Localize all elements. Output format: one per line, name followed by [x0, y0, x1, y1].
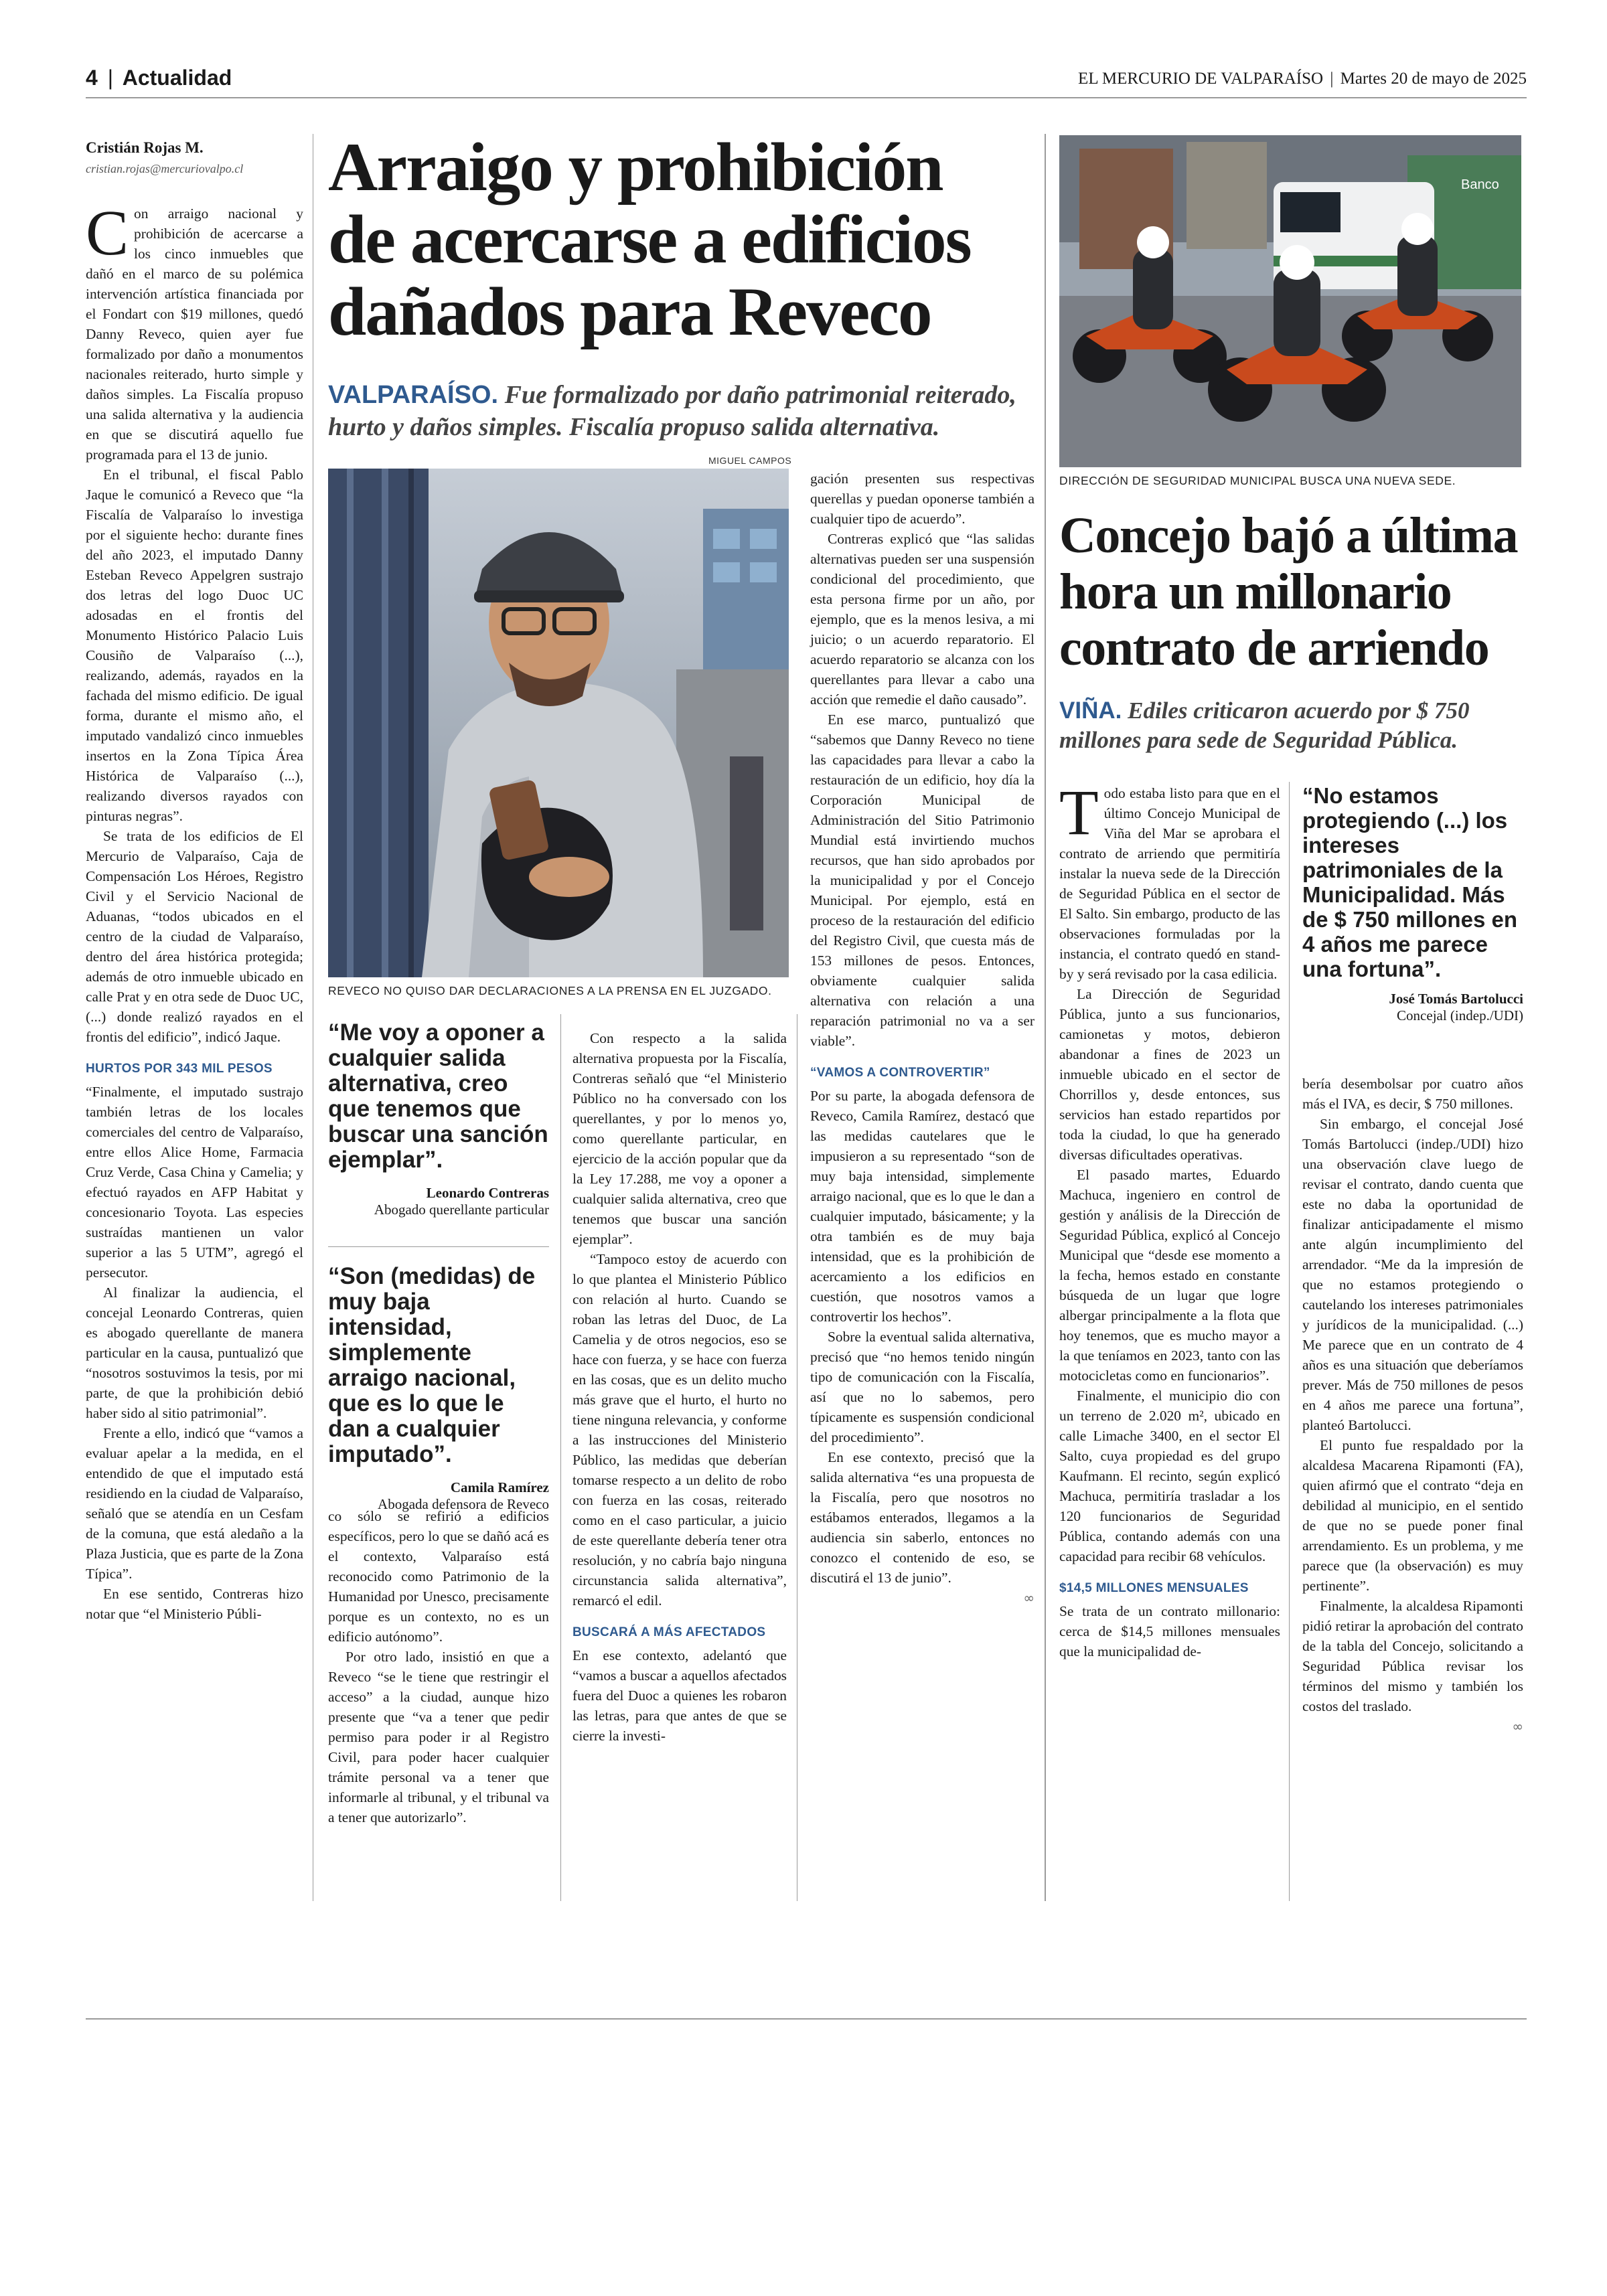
quote-text: “Me voy a oponer a cualquier salida alternativa, creo que tenemos que buscar una sanción ejemplar”.: [328, 1019, 548, 1173]
quote-name: Camila Ramírez: [450, 1479, 549, 1495]
article2-kicker: [1059, 696, 1528, 755]
quote-role: Abogado querellante particular: [374, 1202, 549, 1218]
article2-column-1: Todo estaba listo para que en el último Concejo Municipal de Viña del Mar se aprobara el contrato de arriendo que permitiría instalar la nueva sede de la Dirección de Seguridad Pública en el sector de El Salto. Sin embargo, producto de las observaciones formuladas por la instancia, el contrato quedó en stand-by y será revisado por la casa edilicia. La Dirección de Seguridad Pública, junto a sus funcionarios, camionetas y motos, debieron abandonar a fines de 2023 un inmueble ubicado en el sector de Chorrillos y, desde entonces, sus servicios han estado repartidos por toda la ciudad, lo que ha generado diversas dificultades operativas. El pasado martes, Eduardo Machuca, ingeniero en control de gestión y análisis de la Dirección de Seguridad Pública, explicó al Concejo Municipal que “desde ese momento a la fecha, hemos estado en constante búsqueda de un lugar que logre albergar principalmente a la flota que hoy tenemos, que es mucho mayor a la que teníamos en 2023, tanto con las motocicletas como en funcionarios”. Finalmente, el municipio dio con un terreno de 2.020 m², ubicado en calle Limache 3400, en el sector El Salto, cuya propiedad es del grupo Kaufmann. El recinto, según explicó Machuca, permitiría trasladar a los 120 funcionarios de Seguridad Pública, contando además con una capacidad para recibir 68 vehículos. $14,5 MILLONES MENSUALES Se trata de un contrato millonario: cerca de $14,5 millones mensuales que la municipalidad de-: [1059, 776, 1280, 1659]
kicker-place: VIÑA.: [1059, 698, 1122, 724]
author-email: cristian.rojas@mercuriovalpo.cl: [86, 162, 244, 175]
pull-quote-ramirez: [328, 1264, 549, 1513]
subheading: BUSCARÁ A MÁS AFECTADOS: [572, 1625, 766, 1639]
subheading: “VAMOS A CONTROVERTIR”: [810, 1066, 990, 1080]
section-name: Actualidad: [122, 66, 232, 90]
page-number: 4: [86, 66, 98, 90]
article1-headline: Arraigo y prohibición de acercarse a edificios dañados para Reveco: [328, 129, 971, 350]
pull-quote-bartolucci: [1302, 783, 1523, 1024]
pull-quote-contreras: [328, 1020, 549, 1218]
publication-name: EL MERCURIO DE VALPARAÍSO: [1078, 70, 1324, 88]
footer-rule: [86, 2018, 1527, 2020]
article1-column-3: Con respecto a la salida alternativa propuesta por la Fiscalía, Contreras señaló que “el Ministerio Público no ha conversado con los querellantes, y por lo menos yo, como querellante particular, en ejercicio de la acción popular que da la Ley 17.288, me voy a oponer a cualquier salida alternativa, creo que tenemos que buscar una sanción ejemplar”. “Tampoco estoy de acuerdo con lo que plantea el Ministerio Público con relación al hurto. Cuando se roban las letras del Duoc, de La Camelia y de otros negocios, eso se hace con fuerza, y se hace con fuerza en las cosas, que es un delito mucho más grave que el hurto, el hurto no tiene ninguna relevancia, y conforme a las instrucciones del Ministerio Público, las medidas que deberían tomarse respecto a un delito de robo con fuerza en las cosas, reiterado como en el caso particular, a juicio de este querellante debería tener otra resolución, y no cabría bajo ninguna circunstancia salida alternativa”, remarcó el edil. BUSCARÁ A MÁS AFECTADOS En ese contexto, adelantó que “vamos a buscar a aquellos afectados fuera del Duoc a quienes les robaron las letras, para que antes de que se cierre la investi-: [572, 1030, 787, 1744]
subheading: $14,5 MILLONES MENSUALES: [1059, 1581, 1249, 1595]
article2-column-2: bería desembolsar por cuatro años más el IVA, es decir, $ 750 millones. Sin embargo, el concejal José Tomás Bartolucci (indep./UDI) hizo una observación clave luego de revisar el contrato, dando cuenta que este no daba la oportunidad de finalizar anticipadamente el mismo ante algún incumplimiento del arrendador. “Me da la impresión de que no estamos protegiendo o cautelando los intereses patrimoniales y jurídicos de la municipalidad. (...) Me parece que en un contrato de 4 años es una situación que deberíamos prever. Más de 750 millones de pesos en 4 años me parece una fortuna”, planteó Bartolucci. El punto fue respaldado por la alcaldesa Macarena Ripamonti (FA), quien afirmó que el contrato “deja en debilidad al municipio, en el sentido de que no se puede poner final arrendamiento. Es un problema, y me parece que (la observación) es muy pertinente”. Finalmente, la alcaldesa Ripamonti pidió retirar la aprobación del contrato de la tabla del Concejo, solicitando a Seguridad Pública revisar los términos del mismo y también los costos del traslado. ∞: [1302, 1074, 1523, 1736]
header-rule: [86, 97, 1527, 98]
dropcap: C: [86, 197, 129, 268]
motorcycles-photo-illustration: [1059, 135, 1521, 467]
article1-column-1: Con arraigo nacional y prohibición de acercarse a los cinco inmuebles que dañó en el marco de su polémica intervención artística financiada por el Fondart con $19 millones, quedó Danny Reveco, quien ayer fue formalizado por daño a monumentos nacionales reiterado, hurto simple y daños simples. La Fiscalía propuso una salida alternativa y la audiencia en que se discutirá aquello fue programada para el 13 de junio. En el tribunal, el fiscal Pablo Jaque le comunicó a Reveco que “la Fiscalía de Valparaíso lo investiga por el siguiente hecho: durante fines del año 2023, el imputado Danny Esteban Reveco Appelgren sustrajo dos letras del logo Duoc UC adosadas en el frontis del Monumento Histórico Palacio Luis Cousiño de Valparaíso (...), realizando, además, rayados en la fachada del mismo edificio. De igual forma, durante el mismo año, el imputado vandalizó cinco inmuebles insertos en la Zona Típica Área Histórica de Valparaíso (...), realizando diversos rayados con pinturas negras”. Se trata de los edificios de El Mercurio de Valparaíso, Caja de Compensación Los Héroes, Registro Civil y el Servicio Nacional de Aduanas, “todos ubicados en el centro de la ciudad de Valparaíso, dentro del área histórica protegida; además de otro inmueble ubicado en calle Prat y en otra sede de Duoc UC, (...) donde realizó rayados en el frontis del edificio”, indicó Jaque. HURTOS POR 343 MIL PESOS “Finalmente, el imputado sustrajo también letras de los locales comerciales del centro de Valparaíso, entre ellos Alice Home, Farmacia Cruz Verde, Casa China y Camelia; y efectuó rayados en AFP Habitat y concesionario Toyota. Las especies sustraídas mantienen un valor superior a las 5 UTM”, agregó el persecutor. Al finalizar la audiencia, el concejal Leonardo Contreras, quien es abogado querellante de manera particular en la causa, puntualizó que “nosotros sostuvimos la tesis, por mi parte, de que la prohibición debió haber sido al sitio patrimonial”. Frente a ello, indicó que “vamos a evaluar apelar a la medida, en el entendido de que el imputado está residiendo en la ciudad de Valparaíso, señaló que se atendía en un Cesfam de la comuna, que está aledaño a la Plaza Justicia, que es parte de la Zona Típica”. En ese sentido, Contreras hizo notar que “el Ministerio Públi-: [86, 197, 303, 1622]
quote-separator: [328, 1246, 549, 1247]
page-header-section: 4 | Actualidad: [86, 66, 232, 90]
photo-caption: REVECO NO QUISO DAR DECLARACIONES A LA PRENSA EN EL JUZGADO.: [328, 984, 772, 997]
quote-text: “Son (medidas) de muy baja intensidad, simplemente arraigo nacional, que es lo que le dan a cualquier imputado”.: [328, 1263, 536, 1467]
quote-text: “No estamos protegiendo (...) los intereses patrimoniales de la Municipalidad. Más de $ 750 millones en 4 años me parece una fortuna”.: [1302, 783, 1517, 981]
end-mark-icon: ∞: [1023, 1590, 1035, 1606]
quote-name: Leonardo Contreras: [426, 1185, 549, 1201]
article1-column-2: co sólo se refirió a edificios específicos, pero lo que se dañó acá es el contexto, Valparaíso está reconocido como Patrimonio de la Humanidad por Unesco, precisamente porque es un contexto, no es un edificio autónomo”. Por otro lado, insistió en que a Reveco “se le tiene que restringir el acceso” a la ciudad, aunque hizo presente que “va a tener que pedir permiso para poder ir al Registro Civil, para poder hacer cualquier trámite personal va a tener que informarle al tribunal, y el tribunal va a tener que autorizarlo”.: [328, 1508, 549, 1825]
article1-kicker: [328, 379, 1038, 443]
article2-headline: Concejo bajó a última hora un millonario contrato de arriendo: [1059, 507, 1518, 676]
quote-role: Concejal (indep./UDI): [1397, 1007, 1523, 1023]
page-header-masthead: EL MERCURIO DE VALPARAÍSO | Martes 20 de mayo de 2025: [1078, 70, 1527, 88]
kicker-text: Fue formalizado por daño patrimonial reiterado, hurto y daños simples. Fiscalía propuso salida alternativa.: [328, 381, 1016, 441]
quote-role: Abogada defensora de Reveco: [378, 1496, 549, 1512]
security-motorcycles-photo: [1059, 135, 1521, 467]
subheading: HURTOS POR 343 MIL PESOS: [86, 1062, 273, 1076]
article1-column-4: gación presenten sus respectivas querellas y puedan oponerse también a cualquier tipo de acuerdo”. Contreras explicó que “las salidas alternativas pueden ser una suspensión condicional del procedimiento, que esta persona firme por un año, por ejemplo, que es la menos lesiva, a mi juicio; o un acuerdo reparatorio. El acuerdo reparatorio se alcanza con los querellantes para llevar a cabo una acción que remedie el daño causado”. En ese marco, puntualizó que “sabemos que Danny Reveco no tiene las capacidades para llevar a cabo la restauración de un edificio, hoy día la Corporación Municipal de Administración del Sitio Patrimonio Mundial está invirtiendo muchos recursos, que han sido aprobados por la municipalidad y por el Concejo Municipal. Por ejemplo, está en proceso de la restauración del edificio del Registro Civil, que cuesta más de 153 millones de pesos. Entonces, obviamente cualquier salida alternativa con relación a una reparación patrimonial no va a ser viable”. “VAMOS A CONTROVERTIR” Por su parte, la abogada defensora de Reveco, Camila Ramírez, destacó que las medidas cautelares que le impusieron a su representado “son de muy baja intensidad, simplemente arraigo nacional, que es lo que le dan a cualquier imputado, básicamente; y la otra también es de muy baja intensidad, que es la prohibición de acercamiento a los edificios en cuestión, que nosotros vamos a controvertir los hechos”. Sobre la eventual salida alternativa, precisó que “no hemos tenido ningún tipo de comunicación con la Fiscalía, así que no lo sabemos, pero típicamente es suspensión condicional del procedimiento”. En ese contexto, precisó que la salida alternativa “es una propuesta de la Fiscalía, pero que nosotros no estábamos enterados, llegamos a la audiencia sin saberlo, entonces no conozco el contenido de eso, se discutirá el 13 de junio”. ∞: [810, 469, 1035, 1608]
dropcap: T: [1059, 776, 1099, 848]
photo-caption: DIRECCIÓN DE SEGURIDAD MUNICIPAL BUSCA UNA NUEVA SEDE.: [1059, 474, 1456, 487]
photo-credit: MIGUEL CAMPOS: [708, 455, 792, 466]
photo-sign-text: Banco: [1461, 177, 1499, 192]
kicker-place: VALPARAÍSO.: [328, 381, 499, 409]
reveco-photo-illustration: [328, 469, 789, 977]
column-rule: [1289, 782, 1290, 1901]
section-divider: [1045, 134, 1046, 1901]
column-rule: [560, 1014, 561, 1901]
kicker-text: Ediles criticaron acuerdo por $ 750 millones para sede de Seguridad Pública.: [1059, 698, 1470, 753]
reveco-photo: [328, 469, 789, 977]
quote-name: José Tomás Bartolucci: [1389, 991, 1523, 1007]
author-name: Cristián Rojas M.: [86, 139, 204, 156]
publication-date: Martes 20 de mayo de 2025: [1340, 70, 1527, 88]
end-mark-icon: ∞: [1512, 1718, 1523, 1734]
